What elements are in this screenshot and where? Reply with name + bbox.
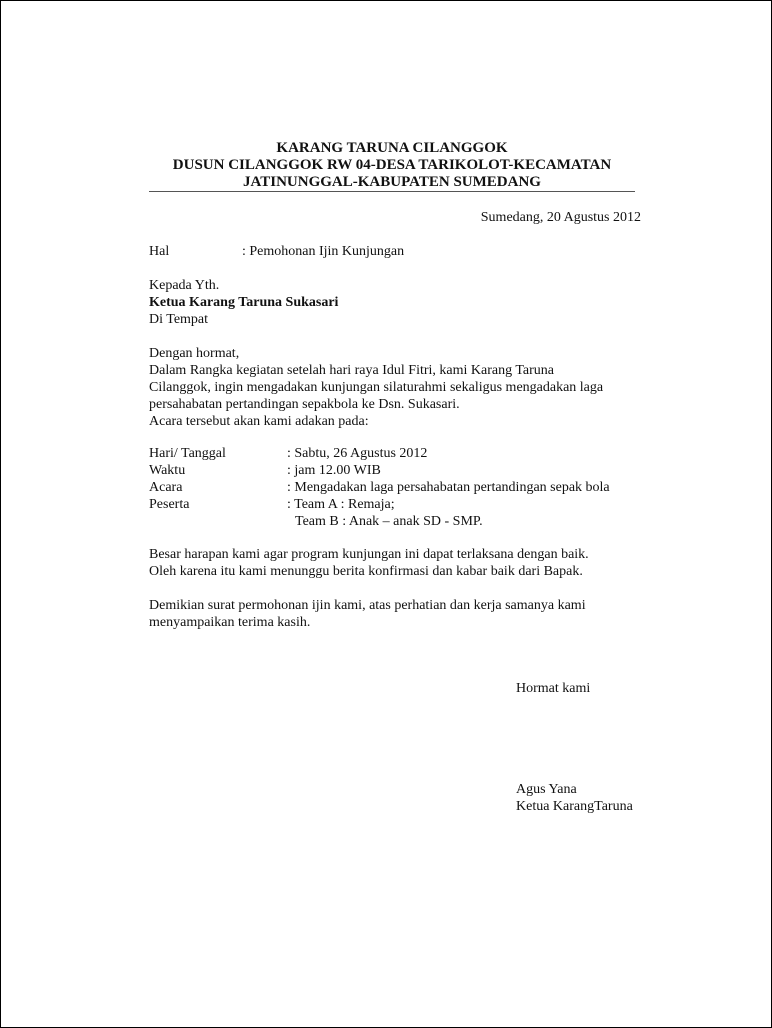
subject-label: Hal [149,244,170,259]
detail-label: Peserta [149,497,190,512]
detail-value: Team B : Anak – anak SD - SMP. [295,514,483,529]
intro-line: Cilanggok, ingin mengadakan kunjungan silaturahmi sekaligus mengadakan laga [149,380,604,395]
closing-line: Oleh karena itu kami menunggu berita konfirmasi dan kabar baik dari Bapak. [149,564,583,579]
detail-value: : Team A : Remaja; [287,497,395,512]
recipient-to: Kepada Yth. [149,278,220,293]
recipient [149,277,338,328]
letterhead-org: KARANG TARUNA CILANGGOK [276,140,508,156]
letter-body [149,345,603,430]
detail-label: Hari/ Tanggal [149,446,226,461]
closing-paragraph-1 [149,546,589,580]
greeting: Dengan hormat, [149,346,240,361]
subject-value: : Pemohonan Ijin Kunjungan [242,244,405,259]
letterhead [149,140,635,191]
letter-date: Sumedang, 20 Agustus 2012 [480,210,641,225]
signer-title: Ketua KarangTaruna [516,799,633,814]
closing-line: menyampaikan terima kasih. [149,615,311,630]
regards: Hormat kami [516,681,591,696]
lead-text: Acara tersebut akan kami adakan pada: [149,414,369,429]
recipient-name: Ketua Karang Taruna Sukasari [149,295,339,310]
intro-line: Dalam Rangka kegiatan setelah hari raya Idul Fitri, kami Karang Taruna [149,363,555,378]
intro-line: persahabatan pertandingan sepakbola ke Dsn. Sukasari. [149,397,460,412]
detail-value: : jam 12.00 WIB [287,463,381,478]
closing-line: Demikian surat permohonan ijin kami, atas perhatian dan kerja samanya kami [149,598,586,613]
closing-paragraph-2 [149,597,586,631]
detail-label: Waktu [149,463,186,478]
letterhead-divider [149,191,635,192]
signer-name: Agus Yana [516,782,577,797]
detail-value: : Sabtu, 26 Agustus 2012 [287,446,428,461]
detail-label: Acara [149,480,183,495]
letterhead-address-2: JATINUNGGAL-KABUPATEN SUMEDANG [243,174,541,190]
detail-value: : Mengadakan laga persahabatan pertandingan sepak bola [287,480,610,495]
recipient-place: Di Tempat [149,312,209,327]
closing-line: Besar harapan kami agar program kunjungan ini dapat terlaksana dengan baik. [149,547,589,562]
letterhead-address-1: DUSUN CILANGGOK RW 04-DESA TARIKOLOT-KECAMATAN [172,157,612,173]
